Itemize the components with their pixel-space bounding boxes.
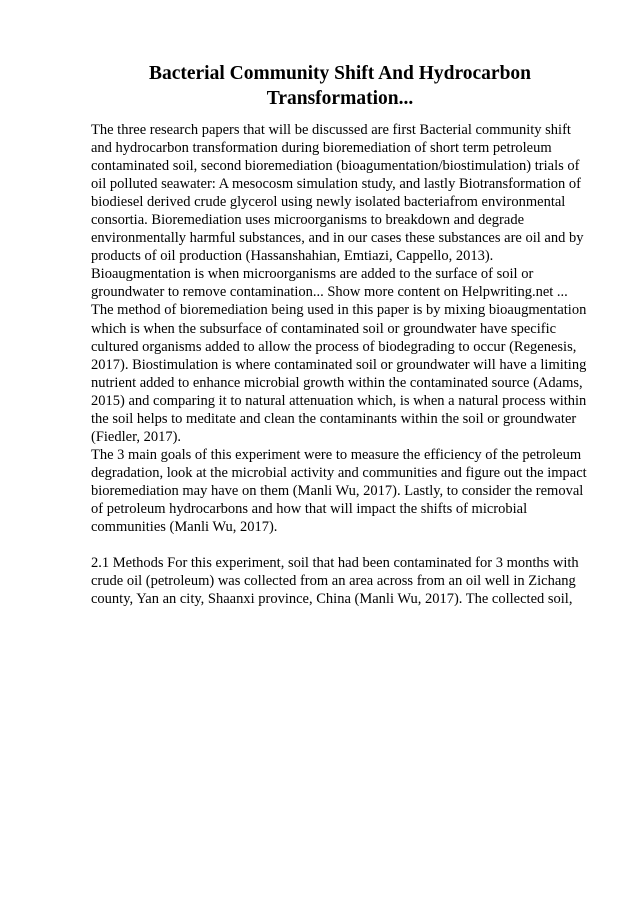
- body-line: crude oil (petroleum) was collected from an area across from an oil well in Zichang: [91, 573, 576, 590]
- body-line: 2017). Biostimulation is where contaminated soil or groundwater will have a limiting: [91, 356, 587, 373]
- document-body: [91, 121, 611, 608]
- body-line: (Fiedler, 2017).: [91, 428, 182, 445]
- body-line: environmentally harmful substances, and in our cases these substances are oil and by: [91, 230, 584, 247]
- body-line: The method of bioremediation being used in this paper is by mixing bioaugmentation: [91, 302, 587, 319]
- body-line: degradation, look at the microbial activity and communities and figure out the impact: [91, 464, 587, 481]
- body-line: cultured organisms added to allow the process of biodegrading to occur (Regenesis,: [91, 338, 577, 355]
- paragraph-spacer: [91, 536, 611, 554]
- body-line: The 3 main goals of this experiment were to measure the efficiency of the petroleum: [91, 446, 582, 463]
- document-title: [90, 61, 590, 111]
- body-line: which is when the subsurface of contaminated soil or groundwater have specific: [91, 320, 557, 337]
- body-line: oil polluted seawater: A mesocosm simulation study, and lastly Biotransformation of: [91, 176, 581, 193]
- body-line: contaminated soil, second bioremediation (bioagumentation/biostimulation) trials of: [91, 158, 580, 175]
- body-line: The three research papers that will be discussed are first Bacterial community shift: [91, 122, 571, 138]
- body-line: nutrient added to enhance microbial growth within the contaminated source (Adams,: [91, 374, 583, 391]
- body-line: county, Yan an city, Shaanxi province, China (Manli Wu, 2017). The collected soil,: [91, 591, 573, 608]
- body-line: 2015) and comparing it to natural attenuation which, is when a natural process within: [91, 392, 587, 409]
- body-line: the soil helps to meditate and clean the contaminants within the soil or groundwater: [91, 410, 577, 427]
- body-line: of petroleum hydrocarbons and how that will impact the shifts of microbial: [91, 500, 528, 517]
- body-line: products of oil production (Hassanshahian, Emtiazi, Cappello, 2013).: [91, 248, 494, 265]
- body-line: and hydrocarbon transformation during bioremediation of short term petroleum: [91, 140, 552, 157]
- body-line: consortia. Bioremediation uses microorganisms to breakdown and degrade: [91, 212, 525, 229]
- title-line: Bacterial Community Shift And Hydrocarbon: [148, 63, 532, 84]
- body-line: 2.1 Methods For this experiment, soil that had been contaminated for 3 months with: [91, 555, 579, 572]
- body-line: Bioaugmentation is when microorganisms are added to the surface of soil or: [91, 266, 534, 283]
- body-line: communities (Manli Wu, 2017).: [91, 519, 278, 536]
- title-line: Transformation...: [266, 88, 414, 109]
- body-line: bioremediation may have on them (Manli Wu, 2017). Lastly, to consider the removal: [91, 482, 584, 499]
- body-line: biodiesel derived crude glycerol using newly isolated bacteriafrom environmental: [91, 194, 566, 211]
- body-line: groundwater to remove contamination... Show more content on Helpwriting.net ...: [91, 284, 568, 301]
